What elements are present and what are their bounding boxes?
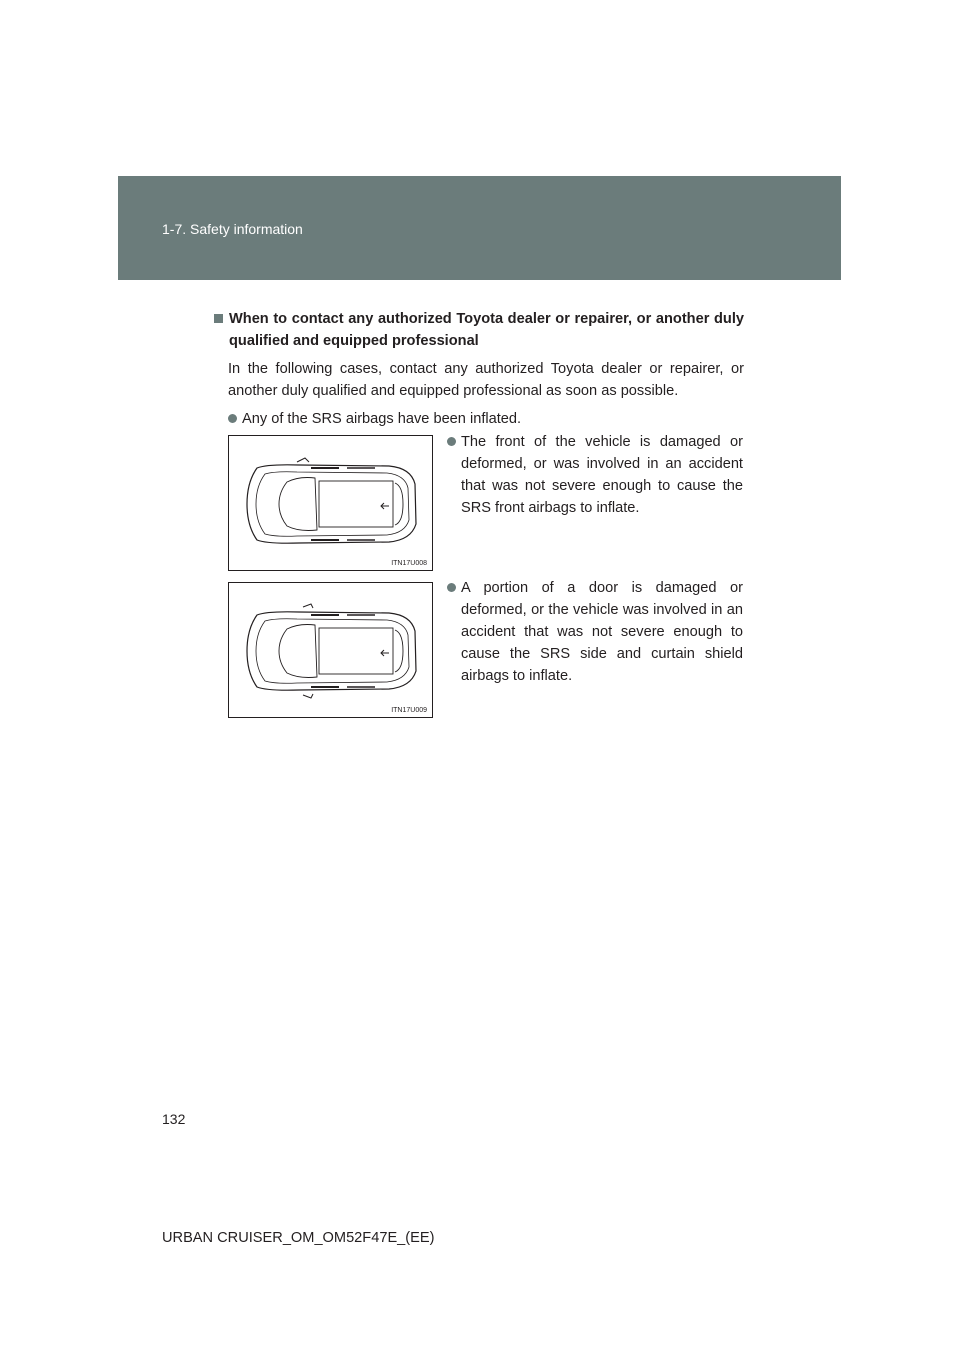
square-bullet-icon [214, 314, 223, 323]
figure-code: ITN17U009 [391, 707, 427, 714]
round-bullet-icon [447, 583, 456, 592]
heading-text: When to contact any authorized Toyota dealer or repairer, or another duly qualified and equipped professional [229, 311, 744, 349]
round-bullet-icon [228, 414, 237, 423]
figure-code: ITN17U008 [391, 560, 427, 567]
section-title: 1-7. Safety information [162, 221, 303, 237]
main-content [213, 308, 744, 430]
list-item [447, 431, 743, 519]
bullet-text: Any of the SRS airbags have been inflated. [242, 411, 522, 427]
round-bullet-icon [447, 437, 456, 446]
bullet-text: The front of the vehicle is damaged or deformed, or was involved in an accident that was not severe enough to cause the SRS front airbags to inflate. [461, 434, 743, 516]
intro-paragraph: In the following cases, contact any authorized Toyota dealer or repairer, or another duly qualified and equipped professional as soon as possible. [228, 361, 744, 399]
figure-front-damage [228, 435, 433, 571]
footer-doc-id: URBAN CRUISER_OM_OM52F47E_(EE) [162, 1230, 435, 1246]
car-top-view-icon [239, 456, 424, 552]
figure-door-damage [228, 582, 433, 718]
car-top-view-icon [239, 603, 424, 699]
list-item [447, 577, 743, 687]
list-item [228, 408, 744, 430]
bullet-text: A portion of a door is damaged or deformed, or the vehicle was involved in an accident that was not severe enough to cause the SRS side and curtain shield airbags to inflate. [461, 580, 743, 684]
subsection-heading [213, 308, 744, 352]
page-number: 132 [162, 1111, 186, 1127]
